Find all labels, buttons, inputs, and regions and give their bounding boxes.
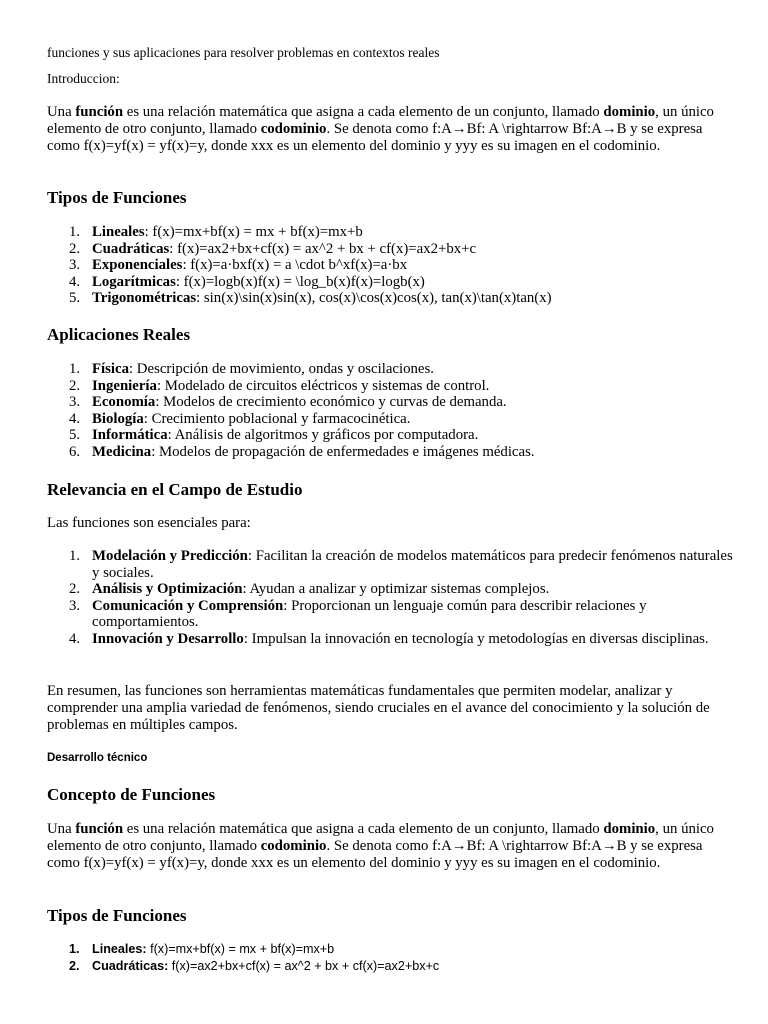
list-item: 1. Lineales: f(x)=mx+bf(x) = mx + bf(x)=mx+b: [69, 942, 335, 956]
list-item: 1. Modelación y Predicción: Facilitan la creación de modelos matemáticos para predecir fenómenos naturales y sociales.: [69, 548, 733, 581]
document-header: funciones y sus aplicaciones para resolver problemas en contextos reales: [47, 45, 440, 60]
tipos-list: [47, 224, 737, 307]
intro-paragraph: Una función es una relación matemática que asigna a cada elemento de un conjunto, llamado dominio, un único elemento de otro conjunto, llamado codominio. Se denota como f:A→Bf: A \rightarrow Bf:A→B y se expresa como f(x)=yf(x) = yf(x)=y, donde xxx es un elemento del dominio y yyy es su imagen en el codominio.: [47, 104, 714, 154]
list-item: 1. Física: Descripción de movimiento, ondas y oscilaciones.: [69, 361, 434, 377]
term-codominio: codominio: [260, 838, 327, 854]
list-item: 2. Ingeniería: Modelado de circuitos eléctricos y sistemas de control.: [69, 377, 490, 394]
list-item: 4. Logarítmicas: f(x)=logb(x)f(x) = \log_b(x)f(x)=logb(x): [69, 273, 425, 290]
concepto-paragraph: Una función es una relación matemática que asigna a cada elemento de un conjunto, llamado dominio, un único elemento de otro conjunto, llamado codominio. Se denota como f:A→Bf: A \rightarrow Bf:A→B y se expresa como f(x)=yf(x) = yf(x)=y, donde xxx es un elemento del dominio y yyy es su imagen en el codominio.: [47, 821, 714, 871]
list-item: 3. Exponenciales: f(x)=a·bxf(x) = a \cdot b^xf(x)=a·bx: [69, 257, 408, 274]
relevancia-heading: Relevancia en el Campo de Estudio: [47, 480, 303, 499]
term-dominio: dominio: [603, 104, 656, 120]
term-funcion: función: [75, 821, 124, 837]
term-funcion: función: [75, 104, 124, 120]
relevancia-intro: Las funciones son esenciales para:: [47, 515, 251, 531]
term-dominio: dominio: [603, 821, 656, 837]
list-item: 2. Cuadráticas: f(x)=ax2+bx+cf(x) = ax^2 + bx + cf(x)=ax2+bx+c: [69, 958, 440, 973]
list-item: 1. Lineales: f(x)=mx+bf(x) = mx + bf(x)=mx+b: [69, 224, 363, 240]
list-item: 2. Cuadráticas: f(x)=ax2+bx+cf(x) = ax^2 + bx + cf(x)=ax2+bx+c: [69, 240, 477, 257]
tipos2-heading: Tipos de Funciones: [47, 906, 187, 925]
tipos-heading: Tipos de Funciones: [47, 188, 187, 207]
list-item: 3. Economía: Modelos de crecimiento económico y curvas de demanda.: [69, 394, 507, 411]
aplicaciones-list: [47, 361, 737, 461]
list-item: 4. Biología: Crecimiento poblacional y farmacocinética.: [69, 410, 411, 427]
desarrollo-label: Desarrollo técnico: [47, 752, 148, 764]
list-item: 5. Trigonométricas: sin(x)\sin(x)sin(x), cos(x)\cos(x)cos(x), tan(x)\tan(x)tan(x): [69, 290, 552, 307]
aplicaciones-heading: Aplicaciones Reales: [47, 325, 191, 344]
list-item: 5. Informática: Análisis de algoritmos y gráficos por computadora.: [69, 427, 479, 444]
concepto-heading: Concepto de Funciones: [47, 785, 216, 804]
list-item: 4. Innovación y Desarrollo: Impulsan la innovación en tecnología y metodologías en diversas disciplinas.: [69, 630, 709, 647]
summary-paragraph: En resumen, las funciones son herramientas matemáticas fundamentales que permiten modelar, analizar y comprender una amplia variedad de fenómenos, siendo cruciales en el avance del conocimiento y la solución de problemas en múltiples campos.: [47, 683, 710, 733]
list-item: 2. Análisis y Optimización: Ayudan a analizar y optimizar sistemas complejos.: [69, 581, 550, 598]
tipos2-list: [47, 941, 737, 974]
list-item: 3. Comunicación y Comprensión: Proporcionan un lenguaje común para describir relaciones y comportamientos.: [69, 597, 647, 631]
list-item: 6. Medicina: Modelos de propagación de enfermedades e imágenes médicas.: [69, 443, 535, 460]
intro-label: Introduccion:: [47, 71, 120, 86]
relevancia-list: [47, 548, 737, 648]
term-codominio: codominio: [260, 121, 327, 137]
